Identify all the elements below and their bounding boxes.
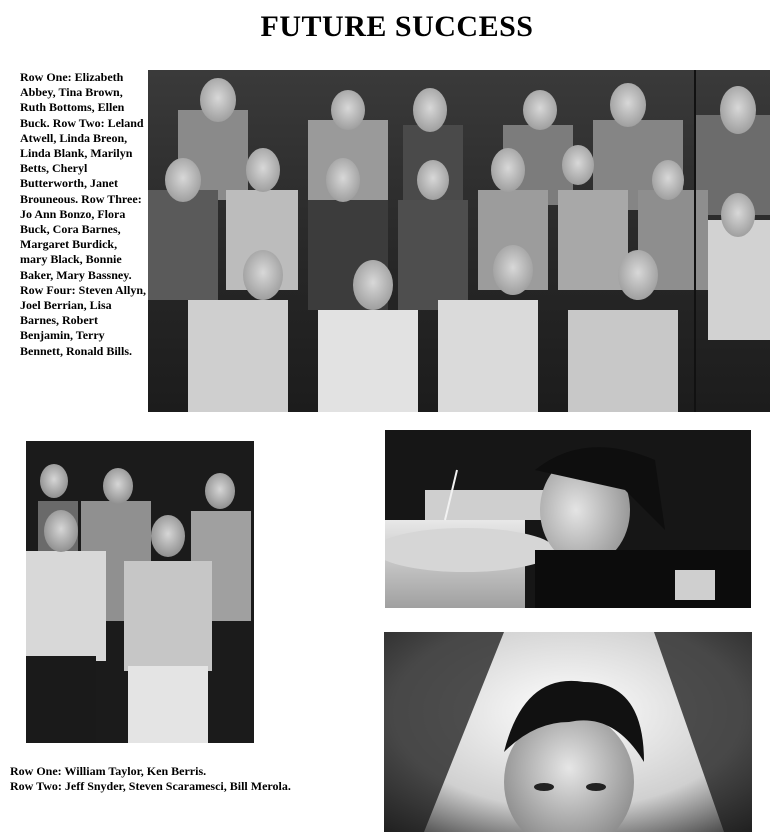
caption-row-two: Row Two: Leland Atwell, Linda Breon, Linda Blank, Marilyn Betts, Cheryl Butterworth, Janet Brouneous. bbox=[20, 115, 144, 206]
student-closeup-photo bbox=[384, 632, 752, 832]
small-group-photo bbox=[26, 441, 254, 743]
group-photo bbox=[148, 70, 770, 412]
caption-row-three: Row Three: Jo Ann Bonzo, Flora Buck, Cora Barnes, Margaret Burdick, mary Black, Bonnie Baker, Mary Bassney. bbox=[20, 191, 142, 282]
group-photo-caption bbox=[20, 70, 146, 359]
student-writing-photo bbox=[385, 430, 751, 608]
caption-row-one: Row One: Elizabeth Abbey, Tina Brown, Ruth Bottoms, Ellen Buck. bbox=[20, 70, 125, 130]
caption-small-row-one: Row One: William Taylor, Ken Berris. bbox=[10, 764, 207, 778]
small-group-photo-caption bbox=[10, 764, 310, 794]
caption-small-row-two: Row Two: Jeff Snyder, Steven Scaramesci, Bill Merola. bbox=[10, 779, 291, 794]
page-title: FUTURE SUCCESS bbox=[260, 10, 534, 43]
caption-row-four: Row Four: Steven Allyn, Joel Berrian, Lisa Barnes, Robert Benjamin, Terry Bennett, Ronald Bills. bbox=[20, 282, 146, 358]
